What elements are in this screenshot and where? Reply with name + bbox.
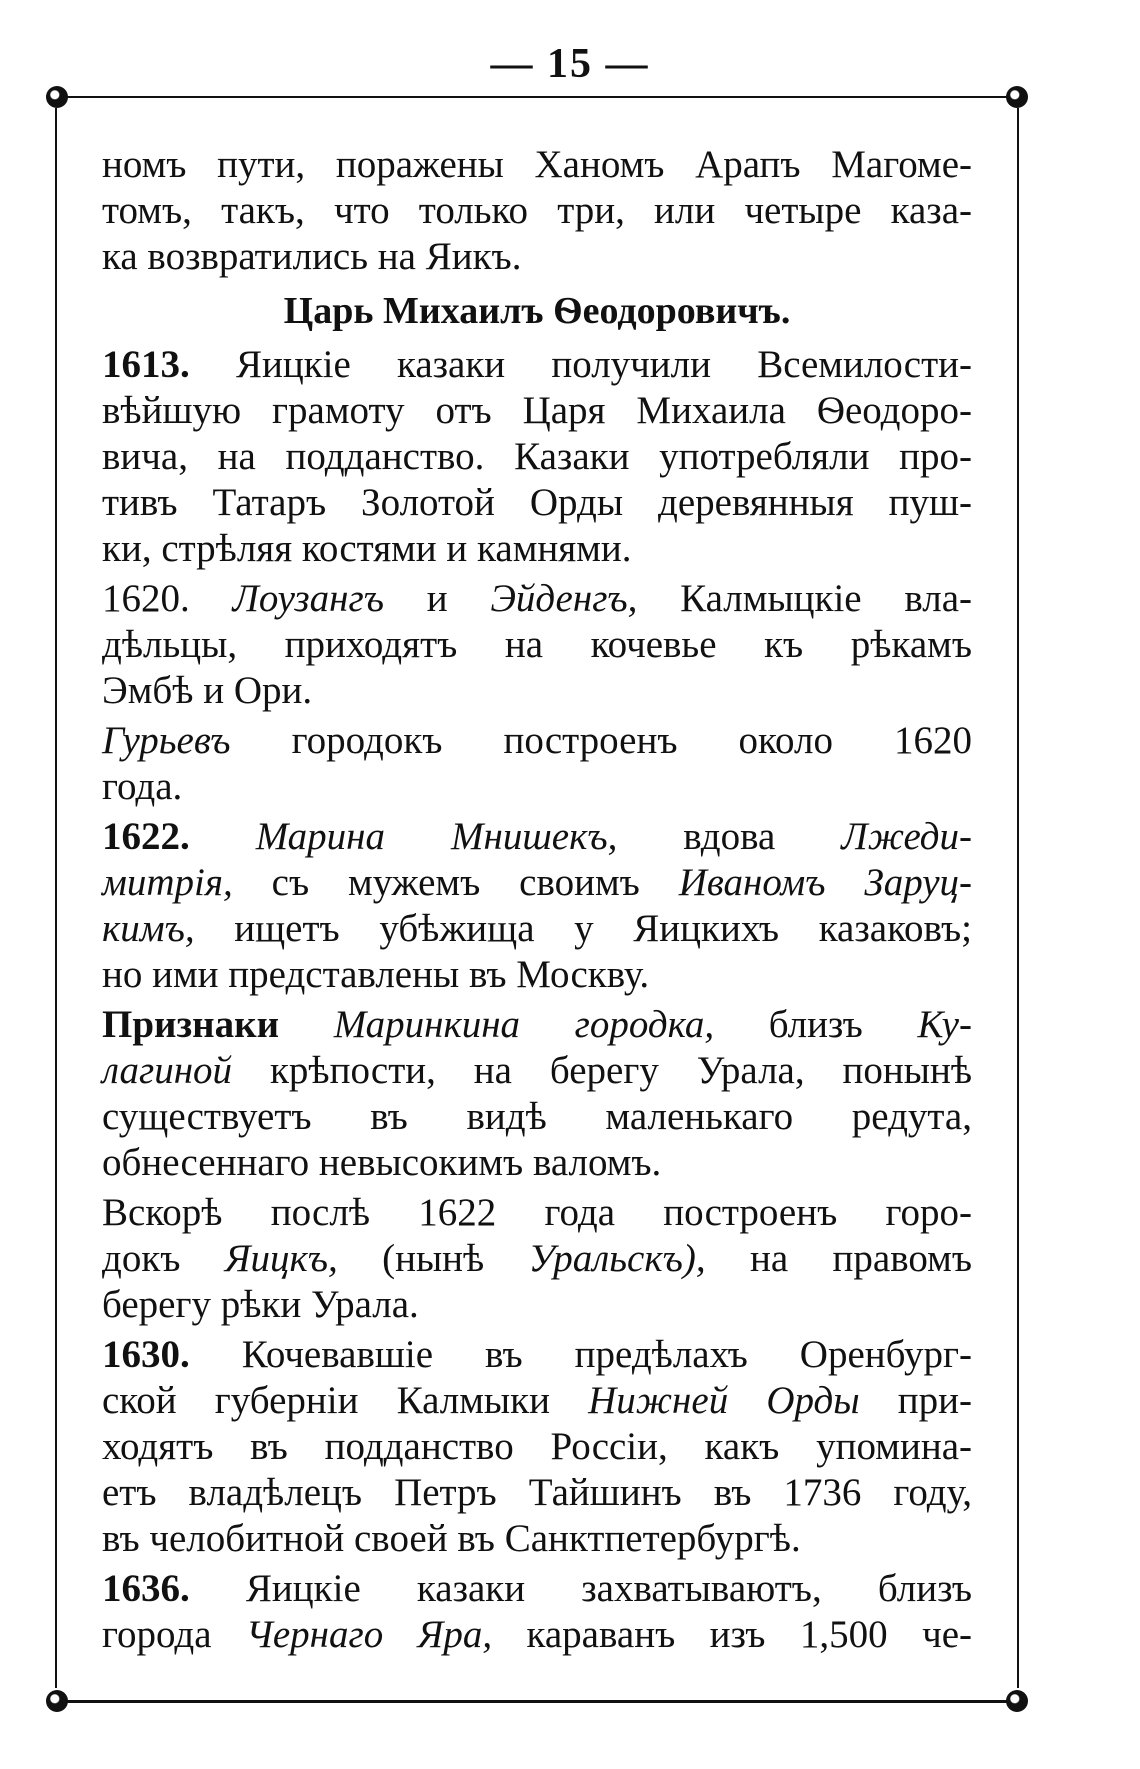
text-fragment: (нынѣ [337,1237,529,1280]
italic-name: Эйденгъ, [490,577,638,620]
frame-right-rule [1017,108,1019,1688]
section-heading: Царь Михаилъ Ѳеодоровичъ. [283,290,791,332]
text-fragment: ской губерніи Калмыки [102,1379,589,1422]
text-line [102,906,972,952]
text-line [102,1612,972,1658]
text-fragment: близъ [714,1003,918,1046]
frame-top-rule [62,96,1012,98]
text-fragment: ищетъ убѣжища у Яицкихъ казаковъ; [194,907,972,950]
year-label: 1630. [102,1333,190,1376]
text-fragment: Кочевавшіе въ предѣлахъ Оренбург- [189,1333,972,1376]
text-fragment: Калмыцкіе вла- [637,577,973,620]
page-number: — 15 — [490,41,650,87]
text-fragment: вдова [617,815,842,858]
text-line: тивъ Татаръ Золотой Орды деревянныя пуш- [102,481,972,524]
text-line [102,1002,972,1048]
corner-ornament-icon [1006,86,1028,108]
text-line: вича, на подданство. Казаки употребляли про- [102,435,972,478]
text-line: берегу рѣки Урала. [102,1283,419,1326]
text-line [102,1048,972,1094]
italic-name: Уральскъ), [528,1237,706,1280]
text-line: существуетъ въ видѣ маленькаго редута, [102,1095,972,1138]
text-line: ходятъ въ подданство Россіи, какъ упомина- [102,1425,972,1468]
text-line [102,1332,972,1378]
text-fragment: города [102,1613,246,1656]
italic-name: Лжеди- [841,815,973,858]
text-line [102,814,972,860]
text-fragment: Яицкіе казаки получили Всемилости- [189,343,972,386]
italic-name: Ку- [917,1003,972,1046]
text-line: етъ владѣлецъ Петръ Тайшинъ въ 1736 году, [102,1471,972,1514]
text-line [102,718,972,764]
text-line: Эмбѣ и Ори. [102,669,313,712]
text-fragment: на правомъ [705,1237,972,1280]
text-line: ка возвратились на Яикъ. [102,235,522,278]
text-fragment: и [383,577,491,620]
year-label: 1613. [102,343,190,386]
text-line: но ими представлены въ Москву. [102,953,650,996]
corner-ornament-icon [46,86,68,108]
corner-ornament-icon [1006,1690,1028,1712]
italic-name: митрія, [102,861,233,904]
text-line [102,576,972,622]
text-line: въ челобитной своей въ Санктпетербургѣ. [102,1517,801,1560]
italic-name: Нижней Орды [588,1379,860,1422]
year-label: 1636. [102,1567,190,1610]
text-line [102,1236,972,1282]
text-line [102,1378,972,1424]
italic-name: Чернаго Яра, [246,1613,493,1656]
italic-name: Иваномъ Заруц- [678,861,972,904]
text-fragment: Признаки [102,1003,334,1046]
page-text [102,142,972,1658]
text-fragment: городокъ построенъ около 1620 [230,719,972,762]
italic-name: Марина Мнишекъ, [255,815,618,858]
text-fragment: докъ [102,1237,225,1280]
year-label: 1622. [102,815,190,858]
italic-name: Гурьевъ [102,719,231,762]
text-line [102,860,972,906]
text-line: вѣйшую грамоту отъ Царя Михаила Ѳеодоро- [102,389,972,432]
text-line: года. [102,765,183,808]
italic-name: кимъ, [102,907,195,950]
text-line: дѣльцы, приходятъ на кочевье къ рѣкамъ [102,623,972,666]
text-line: томъ, такъ, что только три, или четыре каза- [102,189,972,232]
italic-name: Маринкина городка, [333,1003,715,1046]
text-fragment: караванъ изъ 1,500 че- [492,1613,973,1656]
italic-name: Яицкъ, [224,1237,338,1280]
italic-name: лагиной [102,1049,233,1092]
frame-left-rule [55,108,57,1688]
text-line [102,1566,972,1612]
frame-bottom-rule [62,1700,1012,1703]
text-line: Вскорѣ послѣ 1622 года построенъ горо- [102,1191,972,1234]
corner-ornament-icon [46,1690,68,1712]
italic-name: Лоузангъ [232,577,384,620]
text-fragment: при- [859,1379,972,1422]
text-line: ки, стрѣляя костями и камнями. [102,527,632,570]
text-fragment: Яицкіе казаки захватываютъ, близъ [189,1567,972,1610]
text-line [102,342,972,388]
text-fragment: крѣпости, на берегу Урала, понынѣ [232,1049,972,1092]
text-line: номъ пути, поражены Ханомъ Арапъ Магоме- [102,143,972,186]
year-label: 1620. [102,577,190,620]
text-fragment: съ мужемъ своимъ [232,861,679,904]
text-line: обнесеннаго невысокимъ валомъ. [102,1141,662,1184]
